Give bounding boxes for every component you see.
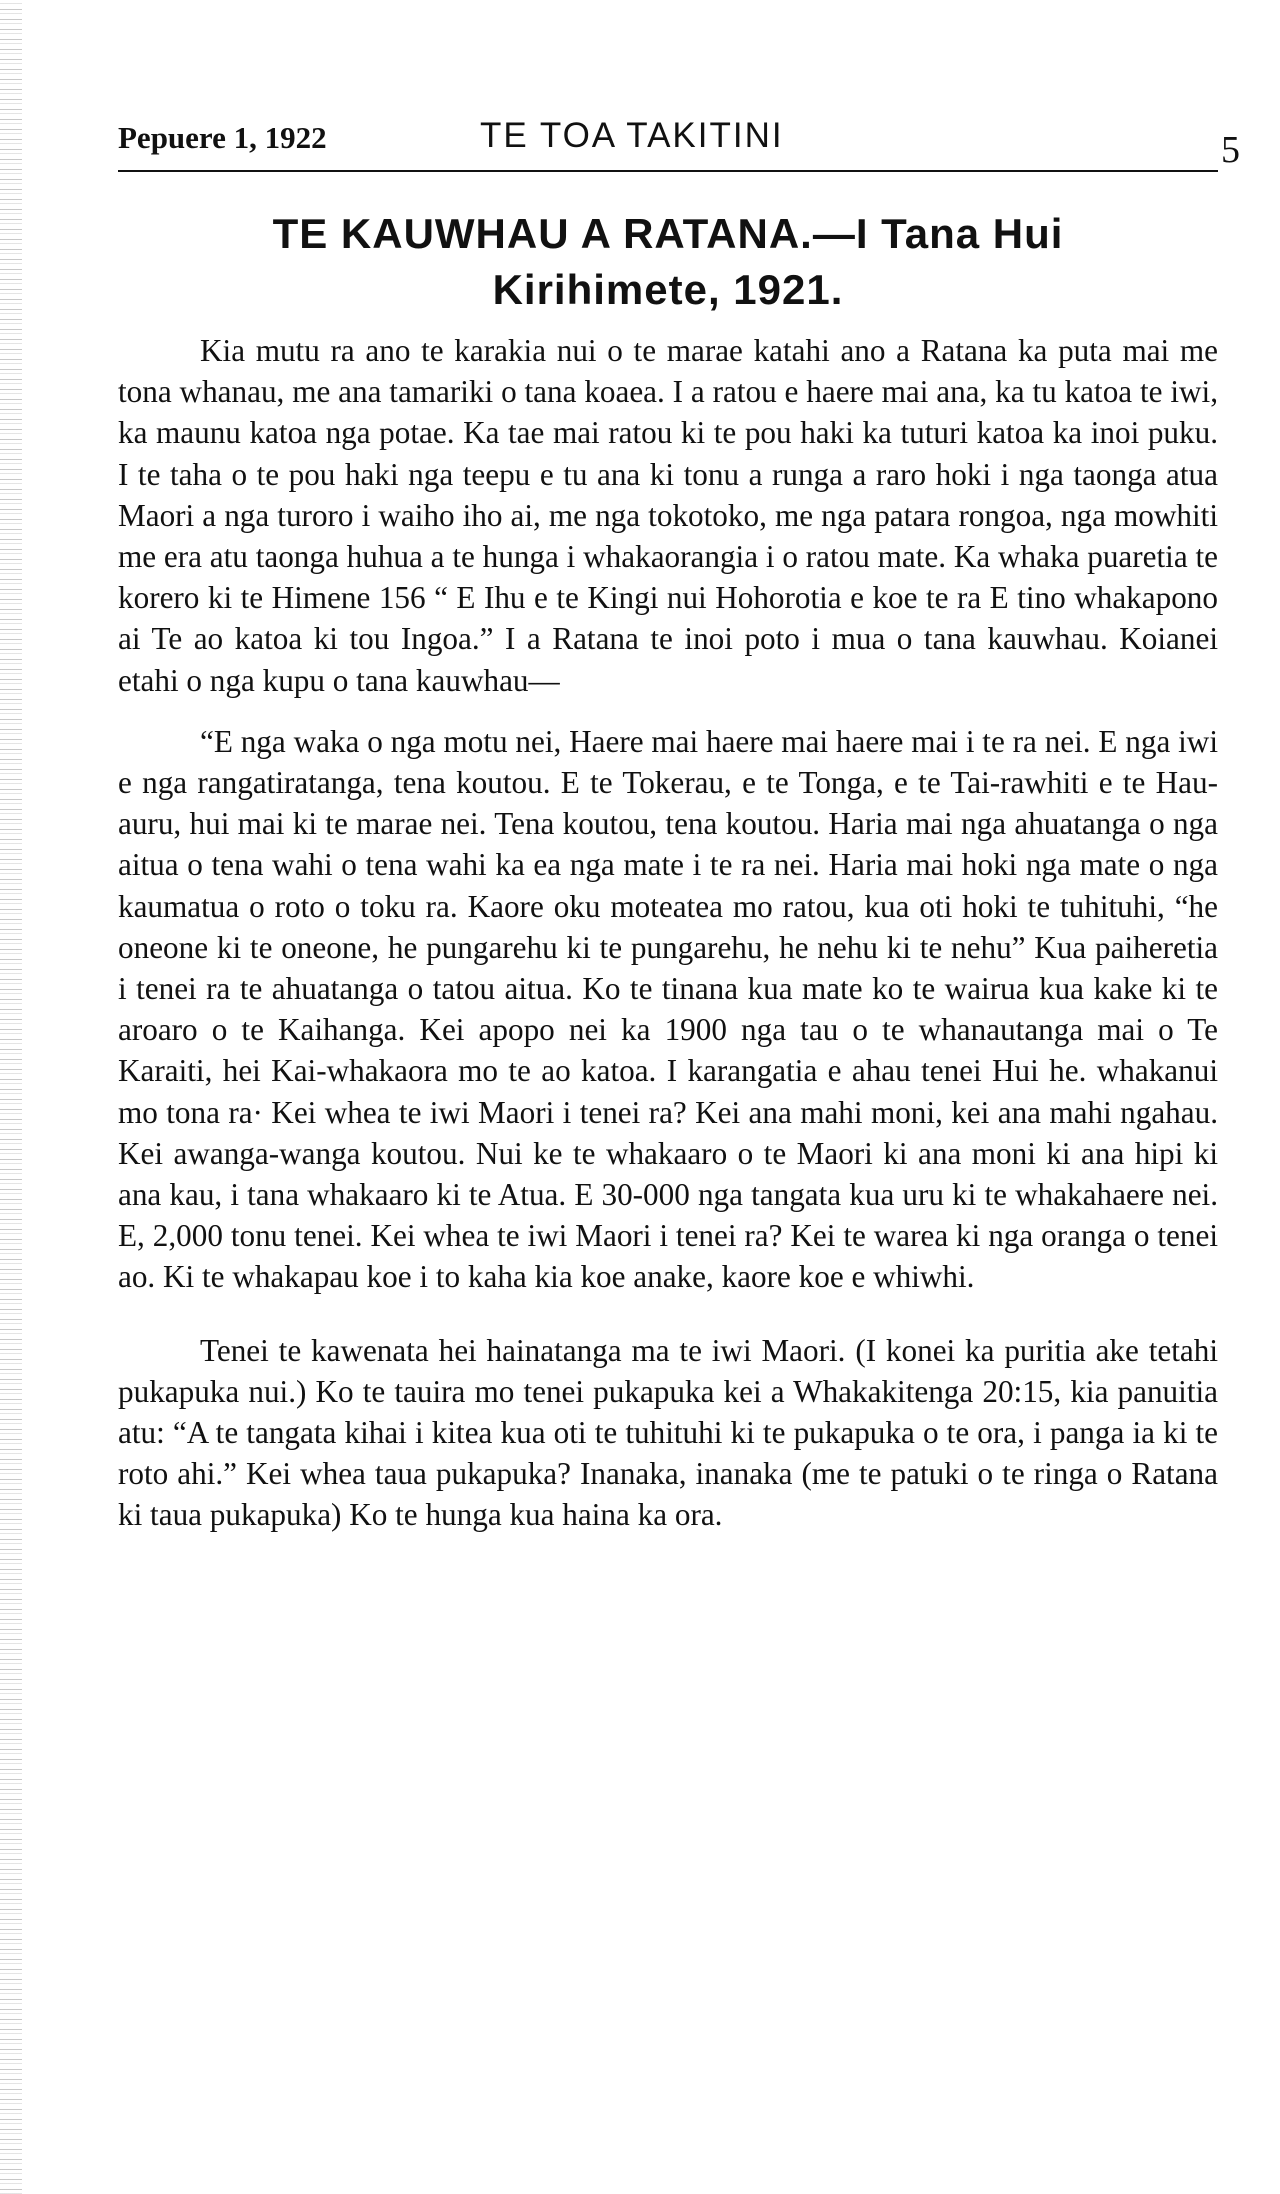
running-header (118, 112, 1240, 172)
document-page (118, 112, 1240, 1536)
article-title-date: Kirihimete, 1921. (492, 266, 844, 313)
article-title (118, 206, 1218, 318)
publication-title: TE TOA TAKITINI (480, 116, 784, 155)
paragraph-1: Kia mutu ra ano te karakia nui o te marae katahi ano a Ratana ka puta mai me tona whanau, me ana tamariki o tana koaea. I a ratou e haere mai ana, ka tu katoa te iwi, ka maunu katoa nga potae. Ka tae mai ratou ki te pou haki ka tuturi katoa ka inoi puku. I te taha o te pou haki nga teepu e tu ana ki tonu a runga a raro hoki i nga taonga atua Maori a nga turoro i waiho iho ai, me nga tokotoko, me nga patara rongoa, nga mowhiti me era atu taonga huhua a te hunga i whakaorangia i o ratou mate. Ka whaka puaretia te korero ki te Himene 156 “ E Ihu e te Kingi nui Hohorotia e koe te ra E tino whakapono ai Te ao katoa ki tou Ingoa.” I a Ratana te inoi poto i mua o tana kauwhau. Koianei etahi o nga kupu o tana kauwhau— (118, 333, 1218, 698)
paragraph-2: “E nga waka o nga motu nei, Haere mai haere mai haere mai i te ra nei. E nga iwi e nga rangatiratanga, tena koutou. E te Tokerau, e te Tonga, e te Tai-rawhiti e te Hau-auru, hui mai ki te marae nei. Tena koutou, tena koutou. Haria mai nga ahuatanga o nga aitua o tena wahi o tena wahi ka ea nga mate i te ra nei. Haria mai hoki nga mate o nga kaumatua o roto o toku ra. Kaore oku moteatea mo ratou, kua oti hoki te tuhituhi, “he oneone ki te oneone, he pungarehu ki te pungarehu, he nehu ki te nehu” Kua paiheretia i tenei ra te ahuatanga o tatou aitua. Ko te tinana kua mate ko te wairua kua kake ki te aroaro o te Kaihanga. Kei apopo nei ka 1900 nga tau o te whanautanga mai o Te Karaiti, hei Kai-whakaora mo te ao katoa. I karangatia e ahau tenei Hui he. whakanui mo tona ra· Kei whea te iwi Maori i tenei ra? Kei ana mahi moni, kei ana mahi ngahau. Kei awanga-wanga koutou. Nui ke te whakaaro o te Maori ki ana moni ki ana hipi ki ana kau, i tana whakaaro ki te Atua. E 30-000 nga tangata kua uru ki te whakahaere nei. E, 2,000 tonu tenei. Kei whea te iwi Maori i tenei ra? Kei te warea ki nga oranga o tenei ao. Ki te whakapau koe i to kaha kia koe anake, kaore koe e whiwhi. (118, 723, 1218, 1295)
article-title-main: TE KAUWHAU A RATANA.—I Tana Hui (272, 210, 1064, 257)
issue-date: Pepuere 1, 1922 (118, 120, 327, 155)
page-number: 5 (1221, 129, 1240, 171)
paragraph-3: Tenei te kawenata hei hainatanga ma te iwi Maori. (I konei ka puritia ake tetahi pukapuka nui.) Ko te tauira mo tenei pukapuka kei a Whakakitenga 20:15, kia panuitia atu: “A te tangata kihai i kitea kua oti te tuhituhi ki te pukapuka o te ora, i panga ia ki te roto ahi.” Kei whea taua pukapuka? Inanaka, inanaka (me te patuki o te ringa o Ratana ki taua pukapuka) Ko te hunga kua haina ka ora. (118, 1332, 1218, 1533)
scan-edge-artifact (0, 0, 22, 2194)
